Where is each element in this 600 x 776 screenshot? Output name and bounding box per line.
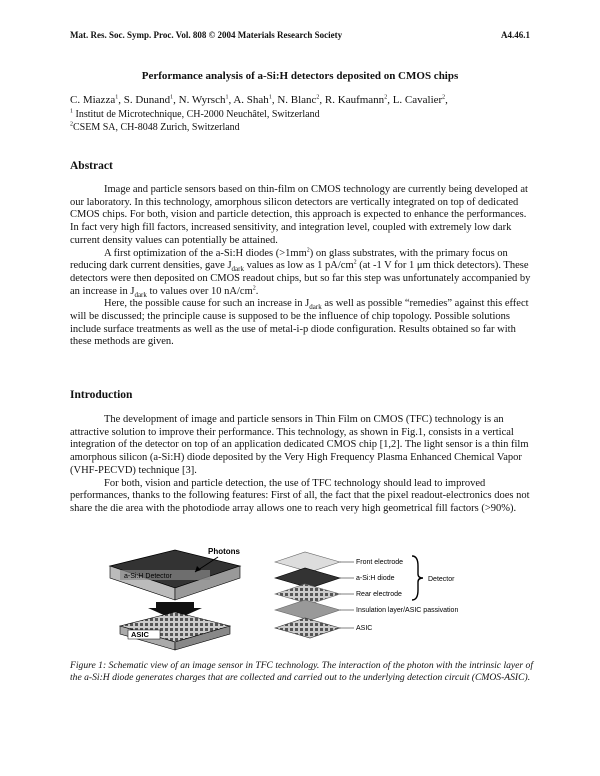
page-reference: A4.46.1 <box>501 30 530 40</box>
author: A. Shah$^1$, <box>233 94 278 106</box>
abstract-paragraph: Image and particle sensors based on thin-film on CMOS technology are currently being developed at our laboratory. In this technology, amorphous silicon detectors are vertically integrated on top of dedicated CMOS chips. For both, vision and particle detection, this approach is expected to enhance the performances. In fact very high fill factors, increased sensitivity, and integration level, coupled with extremely low dark current density values can potentially be attained. <box>70 184 528 246</box>
author: C. Miazza$^1$, <box>70 94 124 106</box>
abstract-paragraph: A first optimization of the a-Si:H diodes $(>1mm^2)$ on glass substrates, with the primary focus on reducing dark current densities, gave $J_{dark}$ values as low as 1 $pA/cm^2$ (at -1 V for 1 μm thick detectors). These detectors were then deposited on CMOS readout chips, but so far this step was unfortunately accompanied by an increase in $J_{dark}$ to values over 10 $nA/cm^2$. <box>70 247 531 299</box>
asic-layer-label: ASIC <box>356 625 373 632</box>
journal-citation: Mat. Res. Soc. Symp. Proc. Vol. 808 © 2004 Materials Research Society <box>70 30 343 40</box>
author: N. Blanc$^2$, <box>277 94 325 106</box>
paper-title: Performance analysis of a-Si:H detectors deposited on CMOS chips <box>141 70 459 82</box>
author: L. Cavalier$^2$, <box>392 94 448 106</box>
introduction-paragraph: For both, vision and particle detection, the use of TFC technology should lead to improved performances, thanks to the following features: First of all, the fact that the pixel readout-electronics does not share the die area with the photodiode array allows one to reach very high geometrical fill factors (>90%). <box>70 477 530 514</box>
insulation-label: Insulation layer/ASIC passivation <box>356 607 459 614</box>
detector-label: a-Si:H Detector <box>124 573 172 580</box>
abstract-paragraph: Here, the possible cause for such an increase in $J_{dark}$ as well as possible “remedies” against this effect will be discussed; the principle cause is supposed to be the influence of chip topology. Possible solutions include surface treatments as well as the use of metal-i-p diode configuration. Results obtained so far with these methods are given. <box>70 298 529 348</box>
layer-insulation <box>275 600 340 620</box>
running-header <box>70 30 530 40</box>
asih-diode-label: a-Si:H diode <box>356 575 395 582</box>
photons-label: Photons <box>208 548 240 556</box>
author: R. Kaufmann$^2$, <box>324 94 393 106</box>
asic-label: ASIC <box>131 630 149 639</box>
figure-caption: Figure 1: Schematic view of an image sensor in TFC technology. The interaction of the photon with the intrinsic layer of the a-Si:H diode generates charges that are collected and carried out to the underlying detection circuit (CMOS-ASIC). <box>70 660 534 683</box>
introduction-heading: Introduction <box>70 389 133 401</box>
author-list <box>70 94 540 107</box>
detector-group-label: Detector <box>428 576 455 583</box>
figure-1-schematic <box>90 548 550 658</box>
author: S. Dunand$^1$, <box>123 94 179 106</box>
introduction-body <box>70 414 532 516</box>
abstract-body <box>70 184 532 349</box>
abstract-heading: Abstract <box>70 160 113 172</box>
layer-asic <box>275 618 340 638</box>
introduction-paragraph: The development of image and particle sensors in Thin Film on CMOS (TFC) technology is an attractive solution to improve their performance. This technology, as shown in Fig.1, consists in a vertical integration of the detector on top of an application dedicated CMOS chip [1,2]. The light sensor is a thin film amorphous silicon (a-Si:H) diode deposited by the Very High Frequency Plasma Enhanced Chemical Vapor (VHF-PECVD) technique [3]. <box>70 414 529 476</box>
detector-brace <box>412 556 423 600</box>
affiliation: $^2$CSEM SA, CH-8048 Zurich, Switzerland <box>70 121 240 133</box>
affiliation: $^1$ Institut de Microtechnique, CH-2000 Neuchâtel, Switzerland <box>70 108 320 120</box>
author: N. Wyrsch$^1$, <box>178 94 234 106</box>
rear-electrode-label: Rear electrode <box>356 591 402 598</box>
front-electrode-label: Front electrode <box>356 559 404 566</box>
